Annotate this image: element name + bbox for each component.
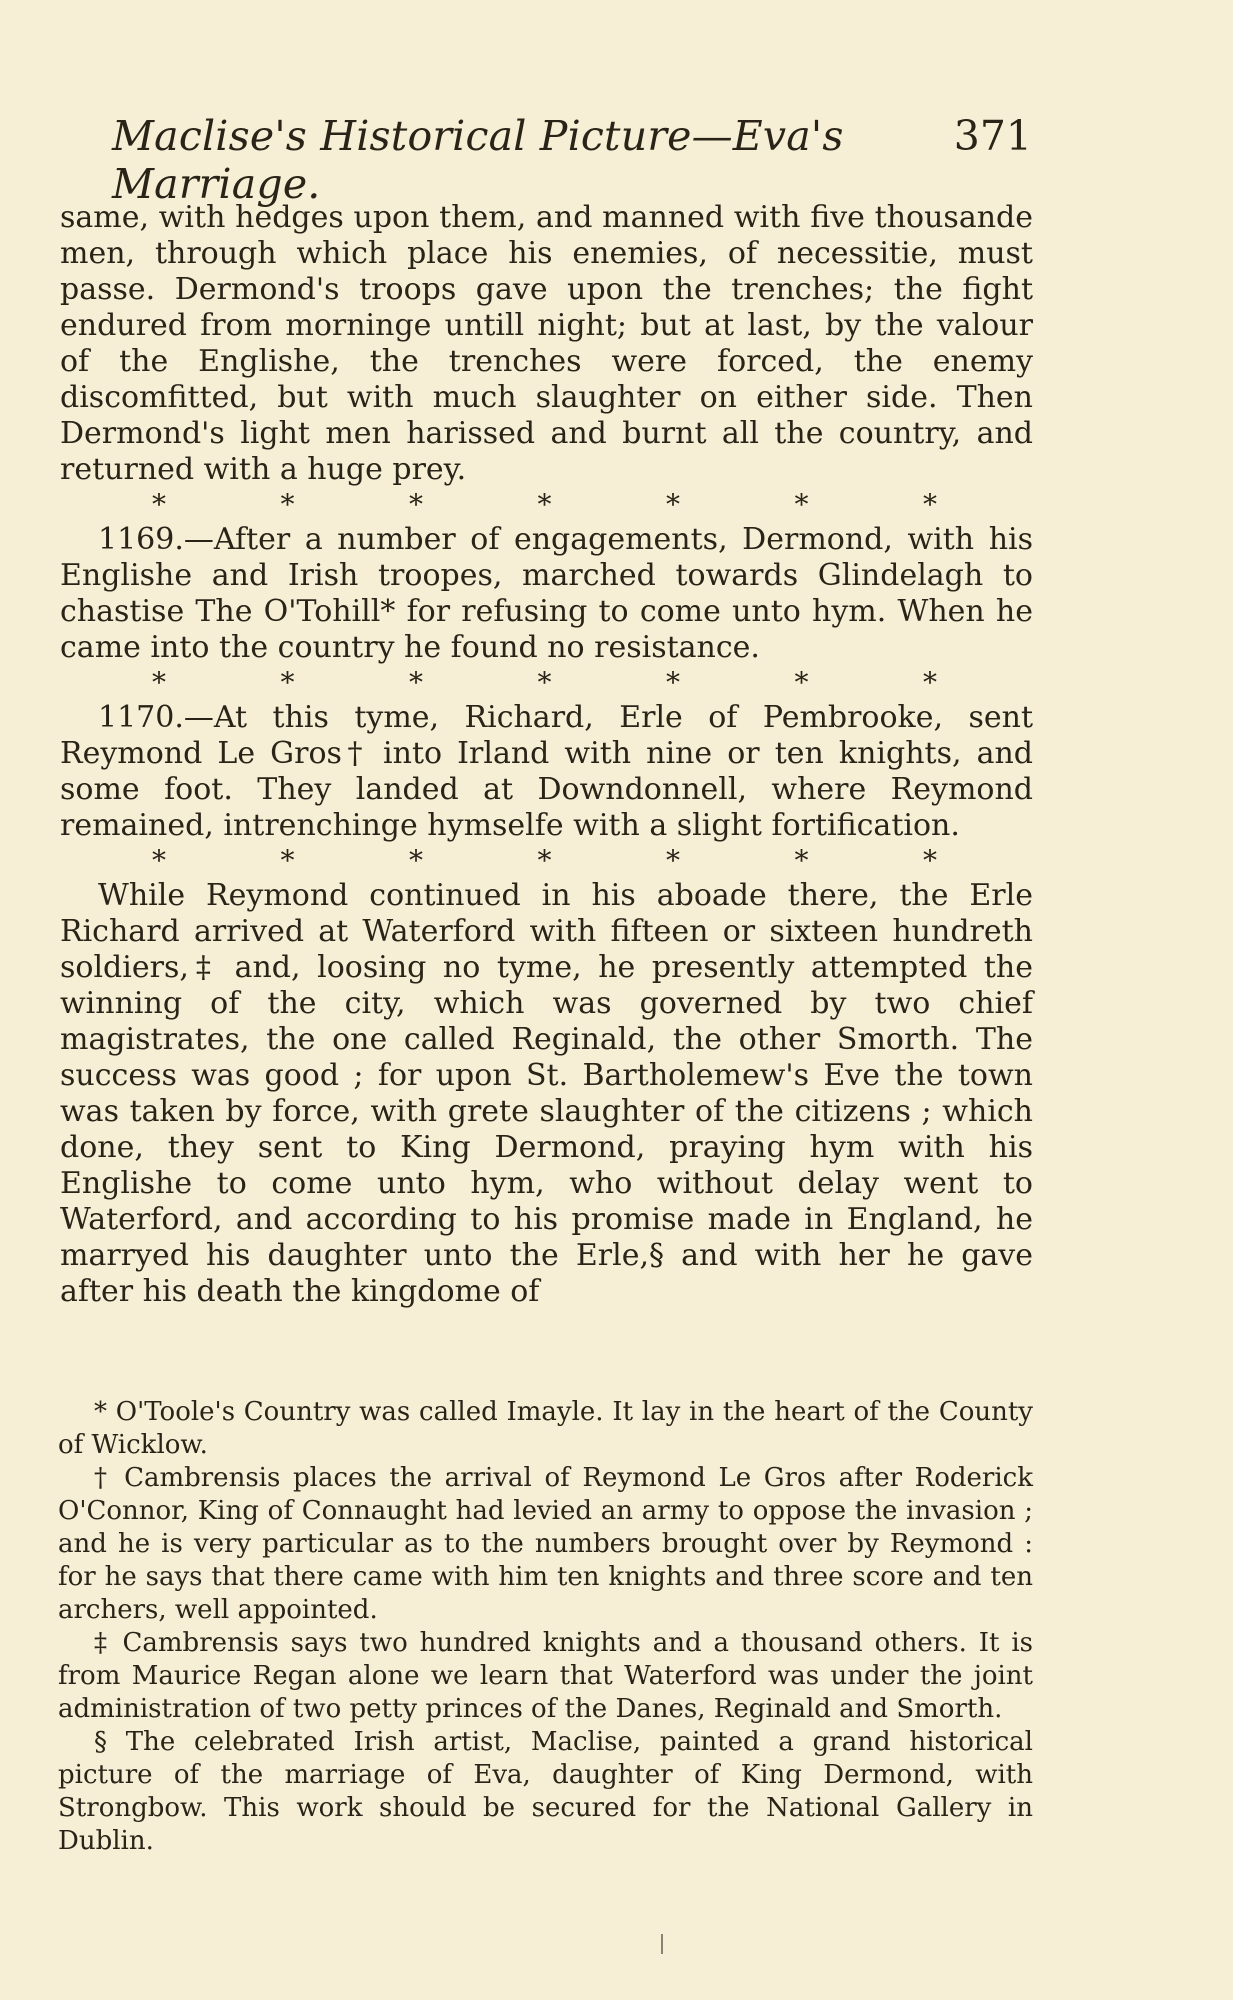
star: * <box>280 666 295 699</box>
star: * <box>152 844 166 877</box>
asterism-divider <box>60 666 1033 700</box>
star: * <box>537 666 552 699</box>
star: * <box>409 488 423 521</box>
page-number: 371 <box>953 112 1032 160</box>
star: * <box>923 666 937 699</box>
star: * <box>537 844 552 877</box>
footnote-1: * O'Toole's Country was called Imayle. It lay in the heart of the County of Wicklow. <box>58 1397 1033 1460</box>
star: * <box>666 666 680 699</box>
paragraph-1: same, with hedges upon them, and manned with five thousande men, through which place his enemies, of necessitie, must passe. Dermond's troops gave upon the trenches; the fight endured from morninge untill night; but at last, by the valour of the Englishe, the trenches were forced, the enemy discomfitted, but with much slaughter on either side. Then Dermond's light men harissed and burnt all the country, and returned with a huge prey. <box>60 200 1033 487</box>
star: * <box>280 488 295 521</box>
star: * <box>923 488 937 521</box>
star: * <box>923 844 937 877</box>
star: * <box>280 844 295 877</box>
paragraph-2: 1169.—After a number of engagements, Dermond, with his Englishe and Irish troopes, marched towards Glindelagh to chastise The O'Tohill* for refusing to come unto hym. When he came into the country he found no resistance. <box>60 522 1033 665</box>
footnote-2: † Cambrensis places the arrival of Reymond Le Gros after Roderick O'Connor, King of Connaught had levied an army to oppose the invasion ; and he is very particular as to the numbers brought over by Reymond : for he says that there came with him ten knights and three score and ten archers, well appointed. <box>58 1463 1033 1625</box>
asterism-divider <box>60 844 1033 878</box>
star: * <box>666 844 680 877</box>
star: * <box>152 488 166 521</box>
paragraph-3: 1170.—At this tyme, Richard, Erle of Pembrooke, sent Reymond Le Gros† into Irland with nine or ten knights, and some foot. They landed at Downdonnell, where Reymond remained, intrenchinge hymselfe with a slight fortification. <box>60 700 1033 843</box>
body-text <box>60 200 1033 1310</box>
star: * <box>152 666 166 699</box>
star: * <box>794 488 809 521</box>
star: * <box>409 844 423 877</box>
footnotes <box>58 1396 1033 1858</box>
star: * <box>794 666 809 699</box>
asterism-divider <box>60 488 1033 522</box>
star: * <box>409 666 423 699</box>
page-mark <box>661 1934 663 1954</box>
star: * <box>537 488 552 521</box>
running-head: Maclise's Historical Picture—Eva's Marriage. <box>112 112 844 208</box>
footnote-4: § The celebrated Irish artist, Maclise, painted a grand historical picture of the marriage of Eva, daughter of King Dermond, with Strongbow. This work should be secured for the National Gallery in Dublin. <box>58 1727 1033 1856</box>
star: * <box>666 488 680 521</box>
page-header <box>112 112 1032 208</box>
paragraph-4: While Reymond continued in his aboade there, the Erle Richard arrived at Waterford with fifteen or sixteen hundreth soldiers,‡ and, loosing no tyme, he presently attempted the winning of the city, which was governed by two chief magistrates, the one called Reginald, the other Smorth. The success was good ; for upon St. Bartholemew's Eve the town was taken by force, with grete slaughter of the citizens ; which done, they sent to King Dermond, praying hym with his Englishe to come unto hym, who without delay went to Waterford, and according to his promise made in England, he marryed his daughter unto the Erle,§ and with her he gave after his death the kingdome of <box>60 878 1033 1309</box>
star: * <box>794 844 809 877</box>
footnote-3: ‡ Cambrensis says two hundred knights and a thousand others. It is from Maurice Regan alone we learn that Waterford was under the joint administration of two petty princes of the Danes, Reginald and Smorth. <box>58 1628 1033 1724</box>
